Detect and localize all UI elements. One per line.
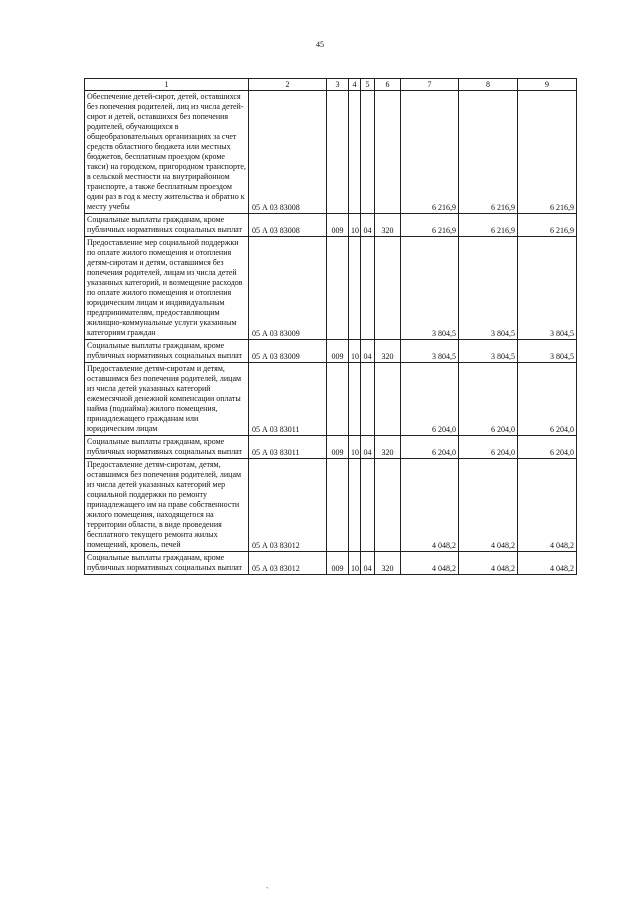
expense-type-code	[375, 91, 401, 214]
table-row	[85, 363, 577, 436]
section-code: 10	[349, 552, 361, 575]
amount-year-3: 3 804,5	[518, 340, 577, 363]
target-article-code: 05 А 03 83011	[249, 436, 327, 459]
expense-type-code: 320	[375, 436, 401, 459]
section-code	[349, 459, 361, 552]
expense-type-code: 320	[375, 552, 401, 575]
ministry-code: 009	[327, 436, 349, 459]
target-article-code: 05 А 03 83012	[249, 459, 327, 552]
ministry-code	[327, 363, 349, 436]
row-name-cell: Предоставление мер социальной поддержки по оплате жилого помещения и отопления детям-сиротам и детям, оставшимся без попечения родителей, лицам из числа детей указанных категорий, и возмещение расходов по оплате жилого помещения и отопления юридическим лицам и индивидуальным предпринимателям, предоставляющим жилищно-коммунальные услуги указанным категориям граждан	[85, 237, 249, 340]
table-row	[85, 459, 577, 552]
amount-year-1: 4 048,2	[401, 552, 459, 575]
table-row	[85, 436, 577, 459]
expense-type-code: 320	[375, 340, 401, 363]
header-cell: 5	[361, 79, 375, 91]
subsection-code: 04	[361, 552, 375, 575]
amount-year-3: 6 216,9	[518, 214, 577, 237]
row-name-cell: Социальные выплаты гражданам, кроме публичных нормативных социальных выплат	[85, 340, 249, 363]
expense-type-code: 320	[375, 214, 401, 237]
subsection-code	[361, 459, 375, 552]
amount-year-3: 6 204,0	[518, 436, 577, 459]
page-footer-mark: `	[266, 886, 269, 895]
header-cell: 6	[375, 79, 401, 91]
target-article-code: 05 А 03 83012	[249, 552, 327, 575]
amount-year-3: 6 216,9	[518, 91, 577, 214]
table-header-row	[85, 79, 577, 91]
subsection-code	[361, 363, 375, 436]
amount-year-1: 4 048,2	[401, 459, 459, 552]
table-row	[85, 214, 577, 237]
amount-year-3: 6 204,0	[518, 363, 577, 436]
amount-year-2: 6 204,0	[459, 436, 518, 459]
row-name-cell: Социальные выплаты гражданам, кроме публичных нормативных социальных выплат	[85, 552, 249, 575]
amount-year-2: 3 804,5	[459, 237, 518, 340]
expense-type-code	[375, 363, 401, 436]
budget-table	[84, 78, 577, 575]
amount-year-3: 4 048,2	[518, 552, 577, 575]
expense-type-code	[375, 237, 401, 340]
header-cell: 4	[349, 79, 361, 91]
table-row	[85, 237, 577, 340]
header-cell: 1	[85, 79, 249, 91]
header-cell: 8	[459, 79, 518, 91]
amount-year-1: 6 216,9	[401, 91, 459, 214]
header-cell: 9	[518, 79, 577, 91]
expense-type-code	[375, 459, 401, 552]
target-article-code: 05 А 03 83009	[249, 340, 327, 363]
amount-year-1: 6 204,0	[401, 363, 459, 436]
amount-year-2: 3 804,5	[459, 340, 518, 363]
amount-year-3: 3 804,5	[518, 237, 577, 340]
ministry-code	[327, 237, 349, 340]
section-code	[349, 91, 361, 214]
row-name-cell: Социальные выплаты гражданам, кроме публичных нормативных социальных выплат	[85, 214, 249, 237]
section-code: 10	[349, 214, 361, 237]
subsection-code: 04	[361, 340, 375, 363]
section-code: 10	[349, 436, 361, 459]
ministry-code	[327, 459, 349, 552]
table-row	[85, 91, 577, 214]
amount-year-1: 3 804,5	[401, 237, 459, 340]
subsection-code: 04	[361, 214, 375, 237]
amount-year-2: 6 216,9	[459, 91, 518, 214]
header-cell: 7	[401, 79, 459, 91]
header-cell: 3	[327, 79, 349, 91]
subsection-code	[361, 237, 375, 340]
table-row	[85, 552, 577, 575]
target-article-code: 05 А 03 83011	[249, 363, 327, 436]
row-name-cell: Предоставление детям-сиротам, детям, оставшимся без попечения родителей, лицам из числа детей указанных категорий мер социальной поддержки по ремонту принадлежащего им на праве собственности жилого помещения, находящегося на территории области, в виде проведения бесплатного текущего ремонта жилых помещений, кровель, печей	[85, 459, 249, 552]
target-article-code: 05 А 03 83008	[249, 214, 327, 237]
page-number: 45	[316, 40, 324, 49]
section-code: 10	[349, 340, 361, 363]
amount-year-2: 4 048,2	[459, 552, 518, 575]
section-code	[349, 237, 361, 340]
ministry-code: 009	[327, 552, 349, 575]
ministry-code: 009	[327, 214, 349, 237]
subsection-code: 04	[361, 436, 375, 459]
target-article-code: 05 А 03 83008	[249, 91, 327, 214]
row-name-cell: Предоставление детям-сиротам и детям, оставшимся без попечения родителей, лицам из числа детей указанных категорий ежемесячной денежной компенсации оплаты найма (поднайма) жилого помещения, принадлежащего гражданам или юридическим лицам	[85, 363, 249, 436]
row-name-cell: Социальные выплаты гражданам, кроме публичных нормативных социальных выплат	[85, 436, 249, 459]
amount-year-1: 6 204,0	[401, 436, 459, 459]
header-cell: 2	[249, 79, 327, 91]
subsection-code	[361, 91, 375, 214]
row-name-cell: Обеспечение детей-сирот, детей, оставшихся без попечения родителей, лиц из числа детей-сирот и детей, оставшихся без попечения родителей, обучающихся в общеобразовательных организациях за счет средств областного бюджета или местных бюджетов, бесплатным проездом (кроме такси) на городском, пригородном транспорте, в сельской местности на внутрирайонном транспорте, а также бесплатным проездом один раз в год к месту жительства и обратно к месту учебы	[85, 91, 249, 214]
amount-year-2: 6 204,0	[459, 363, 518, 436]
section-code	[349, 363, 361, 436]
ministry-code: 009	[327, 340, 349, 363]
amount-year-2: 6 216,9	[459, 214, 518, 237]
amount-year-2: 4 048,2	[459, 459, 518, 552]
target-article-code: 05 А 03 83009	[249, 237, 327, 340]
amount-year-1: 3 804,5	[401, 340, 459, 363]
table-row	[85, 340, 577, 363]
amount-year-3: 4 048,2	[518, 459, 577, 552]
ministry-code	[327, 91, 349, 214]
amount-year-1: 6 216,9	[401, 214, 459, 237]
